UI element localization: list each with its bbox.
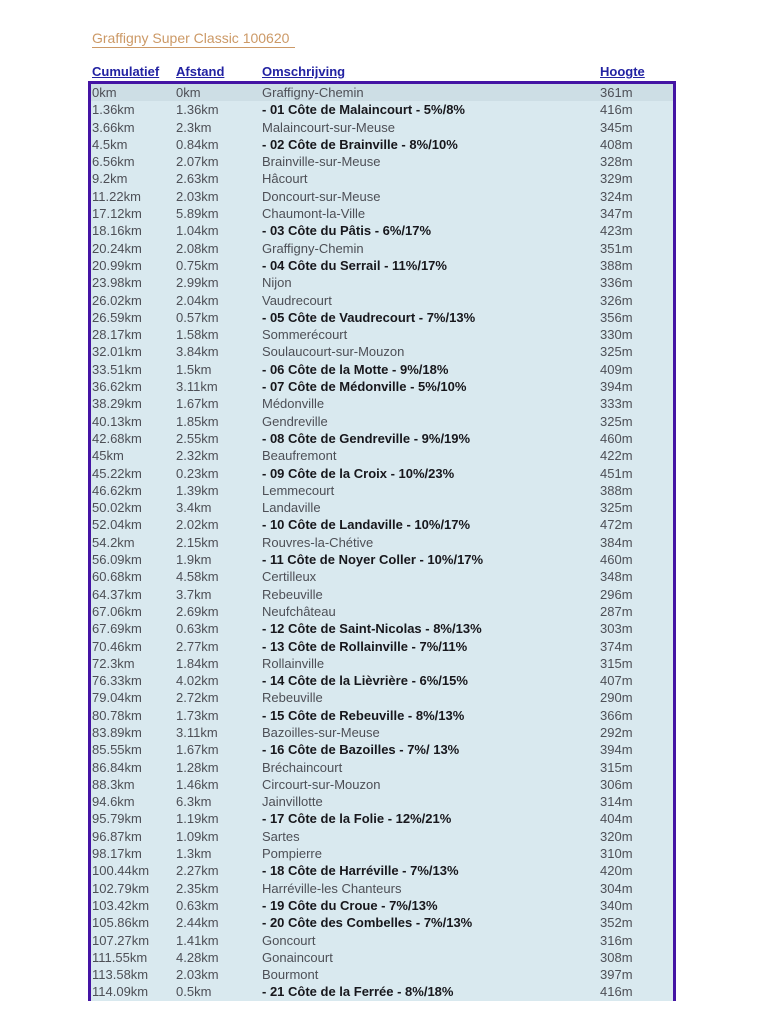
cell-omschrijving: Pompierre <box>262 846 322 862</box>
table-row <box>91 897 673 914</box>
cell-hoogte: 352m <box>600 915 633 931</box>
cell-hoogte: 314m <box>600 794 633 810</box>
table-row <box>91 586 673 603</box>
cell-omschrijving: Rouvres-la-Chétive <box>262 534 374 550</box>
cell-afstand: 2.02km <box>176 517 219 533</box>
cell-hoogte: 287m <box>600 603 633 619</box>
cell-hoogte: 460m <box>600 430 633 446</box>
table-row <box>91 222 673 239</box>
cell-afstand: 1.67km <box>176 396 219 412</box>
cell-cumulatief: 18.16km <box>92 223 142 239</box>
cell-omschrijving: Graffigny-Chemin <box>262 240 364 256</box>
cell-omschrijving: Bazoilles-sur-Meuse <box>262 724 380 740</box>
cell-hoogte: 374m <box>600 638 633 654</box>
cell-hoogte: 315m <box>600 759 633 775</box>
cell-afstand: 2.99km <box>176 275 219 291</box>
cell-hoogte: 366m <box>600 707 633 723</box>
cell-omschrijving: Landaville <box>262 500 321 516</box>
column-header-cumulatief: Cumulatief <box>92 64 160 79</box>
cell-cumulatief: 23.98km <box>92 275 142 291</box>
cell-cumulatief: 85.55km <box>92 742 142 758</box>
cell-hoogte: 348m <box>600 569 633 585</box>
cell-hoogte: 328m <box>600 154 633 170</box>
table-header-row <box>88 64 676 79</box>
cell-hoogte: 316m <box>600 932 633 948</box>
table-row <box>91 672 673 689</box>
cell-hoogte: 416m <box>600 102 633 118</box>
cell-afstand: 3.7km <box>176 586 212 602</box>
table-row <box>91 361 673 378</box>
cell-omschrijving: - 18 Côte de Harréville - 7%/13% <box>262 863 459 879</box>
cell-hoogte: 303m <box>600 621 633 637</box>
cell-cumulatief: 113.58km <box>92 967 149 983</box>
cell-cumulatief: 70.46km <box>92 638 142 654</box>
cell-afstand: 6.3km <box>176 794 212 810</box>
cell-hoogte: 326m <box>600 292 633 308</box>
cell-cumulatief: 80.78km <box>92 707 142 723</box>
cell-omschrijving: - 01 Côte de Malaincourt - 5%/8% <box>262 102 465 118</box>
cell-cumulatief: 98.17km <box>92 846 142 862</box>
cell-omschrijving: Harréville-les Chanteurs <box>262 880 402 896</box>
cell-hoogte: 345m <box>600 119 633 135</box>
cell-cumulatief: 42.68km <box>92 430 142 446</box>
cell-afstand: 2.07km <box>176 154 219 170</box>
cell-afstand: 0.63km <box>176 621 219 637</box>
cell-hoogte: 388m <box>600 257 633 273</box>
cell-cumulatief: 103.42km <box>92 897 150 913</box>
cell-omschrijving: - 04 Côte du Serrail - 11%/17% <box>262 257 447 273</box>
cell-afstand: 2.69km <box>176 603 219 619</box>
cell-hoogte: 422m <box>600 448 633 464</box>
cell-omschrijving: Goncourt <box>262 932 316 948</box>
cell-omschrijving: - 16 Côte de Bazoilles - 7%/ 13% <box>262 742 460 758</box>
table-row <box>91 880 673 897</box>
cell-omschrijving: Brainville-sur-Meuse <box>262 154 381 170</box>
cell-hoogte: 333m <box>600 396 633 412</box>
cell-cumulatief: 28.17km <box>92 327 142 343</box>
column-header-omschrijving: Omschrijving <box>262 64 346 79</box>
cell-omschrijving: Gendreville <box>262 413 328 429</box>
table-row <box>91 914 673 931</box>
cell-hoogte: 420m <box>600 863 633 879</box>
cell-hoogte: 416m <box>600 984 633 1000</box>
table-row <box>91 136 673 153</box>
cell-afstand: 4.28km <box>176 949 219 965</box>
cell-hoogte: 451m <box>600 465 633 481</box>
cell-omschrijving: - 12 Côte de Saint-Nicolas - 8%/13% <box>262 621 482 637</box>
table-row <box>91 689 673 706</box>
cell-afstand: 1.39km <box>176 482 219 498</box>
cell-cumulatief: 107.27km <box>92 932 150 948</box>
table-row <box>91 551 673 568</box>
cell-omschrijving: - 05 Côte de Vaudrecourt - 7%/13% <box>262 309 476 325</box>
cell-hoogte: 394m <box>600 742 633 758</box>
cell-cumulatief: 60.68km <box>92 569 142 585</box>
cell-afstand: 1.36km <box>176 102 219 118</box>
table-row <box>91 205 673 222</box>
cell-hoogte: 347m <box>600 206 633 222</box>
cell-cumulatief: 76.33km <box>92 673 142 689</box>
cell-afstand: 3.4km <box>176 500 212 516</box>
cell-omschrijving: - 03 Côte du Pâtis - 6%/17% <box>262 223 432 239</box>
cell-hoogte: 324m <box>600 188 633 204</box>
cell-cumulatief: 26.59km <box>92 309 142 325</box>
cell-hoogte: 384m <box>600 534 633 550</box>
cell-afstand: 2.03km <box>176 967 219 983</box>
cell-afstand: 2.04km <box>176 292 219 308</box>
table-row <box>91 240 673 257</box>
cell-omschrijving: - 10 Côte de Landaville - 10%/17% <box>262 517 471 533</box>
cell-cumulatief: 32.01km <box>92 344 142 360</box>
cell-omschrijving: Malaincourt-sur-Meuse <box>262 119 395 135</box>
table-row <box>91 119 673 136</box>
cell-omschrijving: Chaumont-la-Ville <box>262 206 366 222</box>
cell-cumulatief: 33.51km <box>92 361 142 377</box>
cell-afstand: 2.77km <box>176 638 219 654</box>
cell-cumulatief: 88.3km <box>92 776 135 792</box>
table-row <box>91 292 673 309</box>
cell-omschrijving: - 17 Côte de la Folie - 12%/21% <box>262 811 452 827</box>
cell-hoogte: 310m <box>600 846 633 862</box>
cell-cumulatief: 100.44km <box>92 863 150 879</box>
table-row <box>91 828 673 845</box>
cell-afstand: 2.03km <box>176 188 219 204</box>
cell-hoogte: 407m <box>600 673 633 689</box>
cell-hoogte: 296m <box>600 586 633 602</box>
cell-afstand: 1.19km <box>176 811 219 827</box>
cell-afstand: 1.85km <box>176 413 219 429</box>
cell-omschrijving: - 09 Côte de la Croix - 10%/23% <box>262 465 455 481</box>
cell-hoogte: 340m <box>600 897 633 913</box>
cell-afstand: 2.55km <box>176 430 219 446</box>
cell-afstand: 2.3km <box>176 119 212 135</box>
cell-afstand: 5.89km <box>176 206 219 222</box>
cell-afstand: 3.11km <box>176 724 218 740</box>
table-row <box>91 620 673 637</box>
cell-afstand: 1.5km <box>176 361 212 377</box>
cell-cumulatief: 67.06km <box>92 603 142 619</box>
cell-omschrijving: - 21 Côte de la Ferrée - 8%/18% <box>262 984 454 1000</box>
cell-omschrijving: Bréchaincourt <box>262 759 343 775</box>
cell-afstand: 1.84km <box>176 655 219 671</box>
cell-afstand: 1.3km <box>176 846 212 862</box>
table-row <box>91 534 673 551</box>
cell-afstand: 4.58km <box>176 569 219 585</box>
cell-omschrijving: - 02 Côte de Brainville - 8%/10% <box>262 136 458 152</box>
table-row <box>91 482 673 499</box>
cell-omschrijving: Vaudrecourt <box>262 292 332 308</box>
cell-hoogte: 336m <box>600 275 633 291</box>
cell-cumulatief: 54.2km <box>92 534 135 550</box>
table-row <box>91 568 673 585</box>
cell-cumulatief: 40.13km <box>92 413 142 429</box>
table-row <box>91 741 673 758</box>
page-title-link[interactable]: Graffigny Super Classic 100620 <box>92 30 295 48</box>
cell-hoogte: 325m <box>600 500 633 516</box>
cell-hoogte: 292m <box>600 724 633 740</box>
cell-afstand: 0.5km <box>176 984 212 1000</box>
cell-omschrijving: Circourt-sur-Mouzon <box>262 776 381 792</box>
table-row <box>91 499 673 516</box>
cell-cumulatief: 0km <box>92 85 117 100</box>
cell-afstand: 1.58km <box>176 327 219 343</box>
table-row <box>91 707 673 724</box>
table-row <box>91 257 673 274</box>
table-row <box>91 638 673 655</box>
table-row <box>91 465 673 482</box>
table-row <box>91 983 673 1000</box>
cell-hoogte: 356m <box>600 309 633 325</box>
cell-hoogte: 304m <box>600 880 633 896</box>
cell-omschrijving: - 14 Côte de la Lièvrière - 6%/15% <box>262 673 468 689</box>
cell-omschrijving: Sommerécourt <box>262 327 348 343</box>
cell-afstand: 2.72km <box>176 690 219 706</box>
cell-hoogte: 388m <box>600 482 633 498</box>
cell-cumulatief: 50.02km <box>92 500 142 516</box>
cell-hoogte: 409m <box>600 361 633 377</box>
cell-afstand: 1.28km <box>176 759 219 775</box>
cell-cumulatief: 114.09km <box>92 984 149 1000</box>
cell-omschrijving: Doncourt-sur-Meuse <box>262 188 381 204</box>
table-row <box>91 378 673 395</box>
cell-hoogte: 472m <box>600 517 633 533</box>
cell-cumulatief: 46.62km <box>92 482 142 498</box>
cell-cumulatief: 95.79km <box>92 811 142 827</box>
cell-afstand: 0.84km <box>176 136 219 152</box>
cell-cumulatief: 52.04km <box>92 517 142 533</box>
cell-hoogte: 330m <box>600 327 633 343</box>
cell-afstand: 1.09km <box>176 828 219 844</box>
cell-hoogte: 351m <box>600 240 633 256</box>
table-row <box>91 793 673 810</box>
cell-afstand: 1.73km <box>176 707 219 723</box>
cell-hoogte: 306m <box>600 776 633 792</box>
cell-omschrijving: - 20 Côte des Combelles - 7%/13% <box>262 915 473 931</box>
table-row <box>91 309 673 326</box>
table-row <box>91 430 673 447</box>
cell-cumulatief: 67.69km <box>92 621 142 637</box>
cell-afstand: 1.04km <box>176 223 219 239</box>
cell-afstand: 1.67km <box>176 742 219 758</box>
cell-omschrijving: Hâcourt <box>262 171 308 187</box>
cell-omschrijving: Sartes <box>262 828 300 844</box>
cell-omschrijving: - 06 Côte de la Motte - 9%/18% <box>262 361 449 377</box>
cell-omschrijving: Soulaucourt-sur-Mouzon <box>262 344 405 360</box>
table-row <box>91 862 673 879</box>
cell-afstand: 2.44km <box>176 915 219 931</box>
table-row <box>91 84 673 101</box>
cell-cumulatief: 20.24km <box>92 240 142 256</box>
cell-omschrijving: - 07 Côte de Médonville - 5%/10% <box>262 379 467 395</box>
cell-cumulatief: 1.36km <box>92 102 135 118</box>
cell-hoogte: 408m <box>600 136 633 152</box>
table-row <box>91 655 673 672</box>
cell-afstand: 4.02km <box>176 673 219 689</box>
cell-afstand: 0km <box>176 85 201 100</box>
cell-omschrijving: - 08 Côte de Gendreville - 9%/19% <box>262 430 471 446</box>
table-row <box>91 603 673 620</box>
cell-afstand: 1.46km <box>176 776 219 792</box>
cell-afstand: 2.15km <box>176 534 219 550</box>
cell-cumulatief: 72.3km <box>92 655 135 671</box>
table-row <box>91 274 673 291</box>
cell-omschrijving: Jainvillotte <box>262 794 323 810</box>
cell-cumulatief: 20.99km <box>92 257 142 273</box>
cell-cumulatief: 4.5km <box>92 136 128 152</box>
cell-cumulatief: 45.22km <box>92 465 142 481</box>
cell-omschrijving: Rebeuville <box>262 586 323 602</box>
cell-omschrijving: - 13 Côte de Rollainville - 7%/11% <box>262 638 468 654</box>
cell-omschrijving: Rollainville <box>262 655 325 671</box>
table-row <box>91 326 673 343</box>
cell-hoogte: 397m <box>600 967 633 983</box>
cell-afstand: 2.08km <box>176 240 219 256</box>
cell-omschrijving: Certilleux <box>262 569 317 585</box>
table-row <box>91 101 673 118</box>
cell-cumulatief: 64.37km <box>92 586 142 602</box>
cell-omschrijving: Gonaincourt <box>262 949 333 965</box>
table-row <box>91 188 673 205</box>
cell-cumulatief: 102.79km <box>92 880 150 896</box>
column-header-hoogte: Hoogte <box>600 64 645 79</box>
route-table-body <box>88 81 676 1001</box>
table-row <box>91 724 673 741</box>
cell-afstand: 2.35km <box>176 880 219 896</box>
cell-hoogte: 329m <box>600 171 633 187</box>
cell-cumulatief: 9.2km <box>92 171 128 187</box>
table-row <box>91 343 673 360</box>
table-row <box>91 447 673 464</box>
cell-cumulatief: 105.86km <box>92 915 150 931</box>
cell-cumulatief: 26.02km <box>92 292 142 308</box>
cell-cumulatief: 111.55km <box>92 949 148 965</box>
cell-afstand: 2.32km <box>176 448 219 464</box>
cell-omschrijving: Graffigny-Chemin <box>262 85 364 100</box>
cell-cumulatief: 36.62km <box>92 379 142 395</box>
table-row <box>91 759 673 776</box>
cell-cumulatief: 6.56km <box>92 154 135 170</box>
cell-cumulatief: 11.22km <box>92 188 141 204</box>
cell-cumulatief: 38.29km <box>92 396 142 412</box>
cell-hoogte: 308m <box>600 949 633 965</box>
cell-omschrijving: Lemmecourt <box>262 482 335 498</box>
cell-hoogte: 404m <box>600 811 633 827</box>
cell-hoogte: 361m <box>600 85 633 100</box>
cell-hoogte: 320m <box>600 828 633 844</box>
cell-hoogte: 315m <box>600 655 633 671</box>
cell-afstand: 3.84km <box>176 344 219 360</box>
cell-cumulatief: 94.6km <box>92 794 135 810</box>
table-row <box>91 932 673 949</box>
cell-omschrijving: - 15 Côte de Rebeuville - 8%/13% <box>262 707 465 723</box>
cell-omschrijving: Bourmont <box>262 967 319 983</box>
cell-cumulatief: 79.04km <box>92 690 142 706</box>
cell-afstand: 0.63km <box>176 897 219 913</box>
table-row <box>91 170 673 187</box>
cell-afstand: 0.57km <box>176 309 219 325</box>
cell-afstand: 1.9km <box>176 552 212 568</box>
cell-hoogte: 325m <box>600 413 633 429</box>
table-row <box>91 413 673 430</box>
cell-cumulatief: 3.66km <box>92 119 135 135</box>
table-row <box>91 516 673 533</box>
cell-hoogte: 325m <box>600 344 633 360</box>
cell-afstand: 0.23km <box>176 465 219 481</box>
cell-omschrijving: Rebeuville <box>262 690 323 706</box>
cell-cumulatief: 17.12km <box>92 206 142 222</box>
cell-cumulatief: 45km <box>92 448 124 464</box>
table-row <box>91 966 673 983</box>
table-row <box>91 810 673 827</box>
table-row <box>91 776 673 793</box>
cell-omschrijving: Médonville <box>262 396 325 412</box>
cell-omschrijving: Beaufremont <box>262 448 337 464</box>
cell-hoogte: 394m <box>600 379 633 395</box>
cell-afstand: 2.63km <box>176 171 219 187</box>
cell-afstand: 2.27km <box>176 863 219 879</box>
cell-afstand: 0.75km <box>176 257 219 273</box>
cell-cumulatief: 83.89km <box>92 724 142 740</box>
table-row <box>91 949 673 966</box>
cell-hoogte: 460m <box>600 552 633 568</box>
cell-omschrijving: Neufchâteau <box>262 603 336 619</box>
cell-hoogte: 423m <box>600 223 633 239</box>
cell-afstand: 1.41km <box>176 932 219 948</box>
cell-cumulatief: 86.84km <box>92 759 142 775</box>
cell-hoogte: 290m <box>600 690 633 706</box>
cell-afstand: 3.11km <box>176 379 218 395</box>
cell-omschrijving: Nijon <box>262 275 292 291</box>
table-row <box>91 395 673 412</box>
table-row <box>91 153 673 170</box>
cell-cumulatief: 96.87km <box>92 828 142 844</box>
table-row <box>91 845 673 862</box>
cell-cumulatief: 56.09km <box>92 552 142 568</box>
column-header-afstand: Afstand <box>176 64 225 79</box>
cell-omschrijving: - 11 Côte de Noyer Coller - 10%/17% <box>262 552 484 568</box>
cell-omschrijving: - 19 Côte du Croue - 7%/13% <box>262 897 438 913</box>
